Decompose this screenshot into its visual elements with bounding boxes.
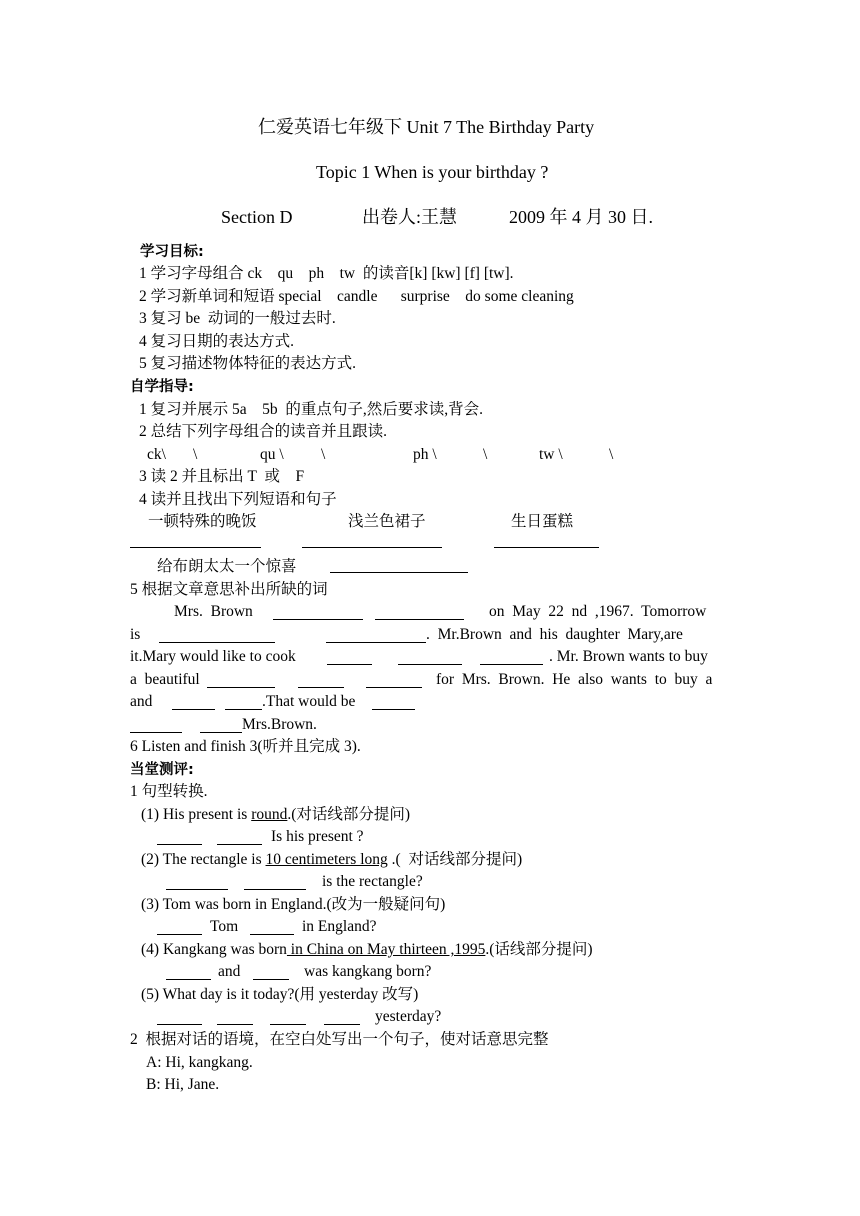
blank xyxy=(270,1009,306,1025)
guide-item: 1 复习并展示 5a 5b 的重点句子,然后要求读,背会. xyxy=(139,401,484,418)
phrase-item: 一顿特殊的晚饭 xyxy=(148,513,257,530)
blank xyxy=(130,532,261,548)
date-label: 2009 年 4 月 30 日. xyxy=(509,207,653,227)
phonics-ck: ck\ xyxy=(147,446,166,463)
blank xyxy=(480,649,543,665)
phonics-tw: tw \ xyxy=(539,446,563,463)
sentence-answer: is the rectangle? xyxy=(322,873,423,890)
goal-item: 3 复习 be 动词的一般过去时. xyxy=(139,310,336,327)
dialog-line: A: Hi, kangkang. xyxy=(146,1054,253,1071)
blank xyxy=(217,1009,253,1025)
guide-item: 6 Listen and finish 3(听并且完成 3). xyxy=(130,738,361,755)
blank xyxy=(159,627,275,643)
blank xyxy=(207,672,275,688)
blank xyxy=(366,672,422,688)
sentence-answer: was kangkang born? xyxy=(304,963,432,980)
goal-item: 2 学习新单词和短语 special candle surprise do some cleaning xyxy=(139,288,574,305)
blank xyxy=(324,1009,360,1025)
passage-text: and xyxy=(130,693,153,710)
blank xyxy=(326,627,426,643)
blank xyxy=(302,532,442,548)
blank xyxy=(375,604,464,620)
passage-text: . Mr.Brown and his daughter Mary,are xyxy=(426,626,683,643)
phrase-item: 给布朗太太一个惊喜 xyxy=(157,558,297,575)
blank xyxy=(398,649,462,665)
blank xyxy=(157,829,202,845)
blank xyxy=(250,919,294,935)
blank xyxy=(166,964,211,980)
phonics-slash: \ xyxy=(193,446,198,463)
sentence-3: (3) Tom was born in England.(改为一般疑问句) xyxy=(141,896,446,913)
blank xyxy=(225,694,262,710)
goal-item: 4 复习日期的表达方式. xyxy=(139,333,295,350)
guide-item: 3 读 2 并且标出 T 或 F xyxy=(139,468,305,485)
blank xyxy=(327,649,372,665)
goal-item: 1 学习字母组合 ck qu ph tw 的读音[k] [kw] [f] [tw]. xyxy=(139,265,514,282)
sentence-answer: in England? xyxy=(302,918,377,935)
passage-text: on May 22 nd ,1967. Tomorrow xyxy=(489,603,707,620)
document-title: 仁爱英语七年级下 Unit 7 The Birthday Party xyxy=(258,117,595,137)
sentence-answer: and xyxy=(218,963,241,980)
sentence-answer: yesterday? xyxy=(375,1008,442,1025)
sentence-1: (1) His present is round.(对话线部分提问) xyxy=(141,806,411,823)
test-question: 1 句型转换. xyxy=(130,783,208,800)
goal-item: 5 复习描述物体特征的表达方式. xyxy=(139,355,357,372)
blank xyxy=(157,1009,202,1025)
passage-text: .That would be xyxy=(262,693,356,710)
blank xyxy=(298,672,344,688)
goals-heading: 学习目标: xyxy=(140,244,204,260)
topic-title: Topic 1 When is your birthday ? xyxy=(316,162,549,182)
guide-item: 4 读并且找出下列短语和句子 xyxy=(139,491,337,508)
passage-text: . Mr. Brown wants to buy xyxy=(549,648,708,665)
blank xyxy=(217,829,262,845)
blank xyxy=(157,919,202,935)
passage-text: Mrs. Brown xyxy=(174,603,253,620)
blank xyxy=(253,964,289,980)
phrase-item: 浅兰色裙子 xyxy=(348,513,426,530)
test-question: 2 根据对话的语境，在空白处写出一个句子，使对话意思完整 xyxy=(130,1031,549,1048)
sentence-answer: Is his present ? xyxy=(271,828,364,845)
blank xyxy=(494,532,599,548)
blank xyxy=(372,694,415,710)
blank xyxy=(166,874,228,890)
passage-text: a beautiful xyxy=(130,671,200,688)
blank xyxy=(200,717,242,733)
sentence-2: (2) The rectangle is 10 centimeters long .( 对话线部分提问) xyxy=(141,851,523,868)
phrase-item: 生日蛋糕 xyxy=(511,513,574,530)
passage-text: it.Mary would like to cook xyxy=(130,648,296,665)
author-label: 出卷人:王慧 xyxy=(362,207,458,227)
sentence-answer: Tom xyxy=(210,918,239,935)
test-heading: 当堂测评: xyxy=(130,762,194,778)
sentence-5: (5) What day is it today?(用 yesterday 改写) xyxy=(141,986,419,1003)
passage-text: is xyxy=(130,626,141,643)
guide-item: 5 根据文章意思补出所缺的词 xyxy=(130,581,328,598)
phonics-slash: \ xyxy=(483,446,488,463)
passage-text: Mrs.Brown. xyxy=(242,716,317,733)
sentence-4: (4) Kangkang was born in China on May thirteen ,1995.(话线部分提问) xyxy=(141,941,593,958)
guide-heading: 自学指导: xyxy=(130,379,194,395)
phonics-slash: \ xyxy=(609,446,614,463)
phonics-qu: qu \ xyxy=(260,446,284,463)
blank xyxy=(330,557,468,573)
section-label: Section D xyxy=(221,207,293,227)
blank xyxy=(273,604,363,620)
phonics-slash: \ xyxy=(321,446,326,463)
blank xyxy=(244,874,306,890)
passage-text: for Mrs. Brown. He also wants to buy a xyxy=(436,671,713,688)
phonics-ph: ph \ xyxy=(413,446,437,463)
blank xyxy=(172,694,215,710)
dialog-line: B: Hi, Jane. xyxy=(146,1076,220,1093)
blank xyxy=(130,717,182,733)
guide-item: 2 总结下列字母组合的读音并且跟读. xyxy=(139,423,388,440)
